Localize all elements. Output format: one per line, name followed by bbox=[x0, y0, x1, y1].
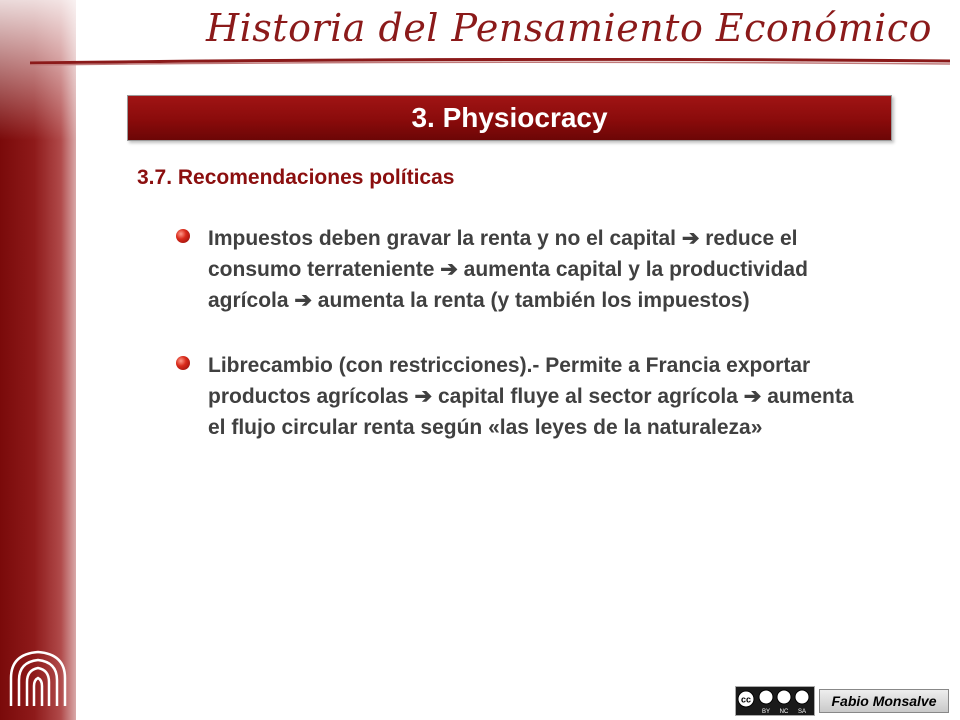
bullet-icon bbox=[176, 229, 190, 243]
svg-text:cc: cc bbox=[740, 694, 752, 705]
bullet-icon bbox=[176, 356, 190, 370]
section-title-bar bbox=[127, 95, 892, 141]
license-label: BY bbox=[761, 709, 771, 715]
creative-commons-icon bbox=[735, 686, 815, 716]
license-label: SA bbox=[797, 709, 807, 715]
license-label: NC bbox=[779, 709, 789, 715]
list-item bbox=[176, 350, 876, 443]
subsection-heading: 3.7. Recomendaciones políticas bbox=[137, 166, 455, 189]
header-divider bbox=[30, 58, 950, 66]
left-band-fade bbox=[0, 0, 76, 140]
author-name: Fabio Monsalve bbox=[819, 689, 949, 713]
bullet-text: Impuestos deben gravar la renta y no el capital ➔ reduce el consumo terrateniente ➔ aumenta capital y la productividad agrícola ➔ aumenta la renta (y también los impuestos) bbox=[208, 227, 808, 312]
section-title: 3. Physiocracy bbox=[411, 102, 608, 133]
bullet-list bbox=[176, 223, 876, 477]
bullet-text: Librecambio (con restricciones).- Permite a Francia exportar productos agrícolas ➔ capital fluye al sector agrícola ➔ aumenta el flujo circular renta según «las leyes de la naturaleza» bbox=[208, 354, 854, 439]
page-header-title: Historia del Pensamiento Económico bbox=[206, 6, 932, 50]
list-item bbox=[176, 223, 876, 316]
university-logo-icon bbox=[7, 648, 69, 710]
